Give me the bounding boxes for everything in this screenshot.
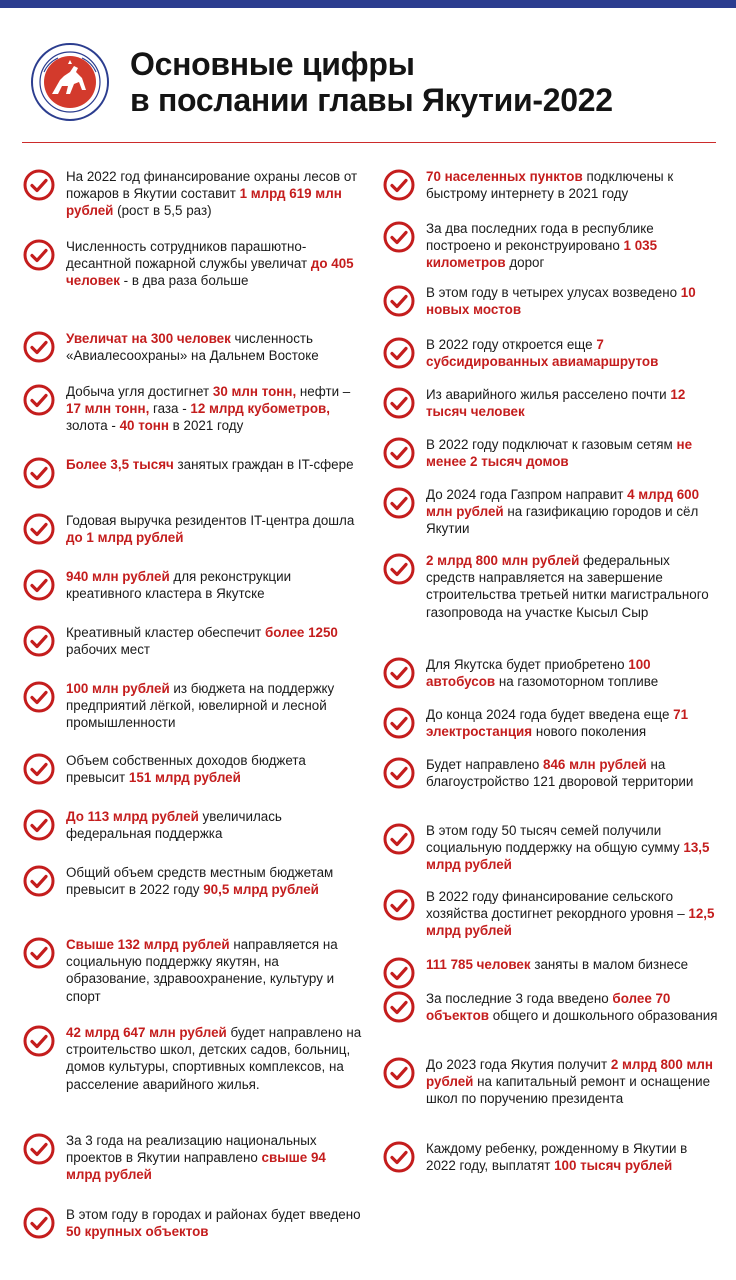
list-item-text <box>66 168 362 220</box>
text-fragment: Будет направлено <box>426 757 544 772</box>
text-fragment: Добыча угля достигнет <box>66 384 213 399</box>
highlight-figure: до 405 человек <box>66 256 354 289</box>
check-circle-icon <box>22 330 56 364</box>
list-item <box>22 568 362 602</box>
divider-line <box>22 142 716 143</box>
list-item-text <box>426 336 720 370</box>
highlight-figure: 50 крупных объектов <box>66 1224 209 1240</box>
highlight-figure: Более 3,5 тысяч <box>66 457 174 472</box>
list-item-text <box>426 386 720 420</box>
highlight-figure: 70 населенных пунктов <box>426 169 583 184</box>
text-fragment: заняты в малом бизнесе <box>530 957 689 972</box>
highlight-figure: 100 тысяч рублей <box>554 1158 673 1174</box>
text-fragment: До 2024 года Газпром направит <box>426 487 628 502</box>
check-circle-icon <box>22 512 56 546</box>
text-fragment: В этом году в четырех улусах возведено <box>426 285 681 300</box>
highlight-figure: 10 новых мостов <box>426 285 696 318</box>
list-item-text <box>66 936 362 1005</box>
check-circle-icon <box>22 168 56 202</box>
text-fragment: В 2022 году откроется еще <box>426 337 597 352</box>
list-item <box>22 808 362 842</box>
list-item-text <box>66 752 362 786</box>
text-fragment: Объем собственных доходов бюджета превысит <box>66 753 306 786</box>
highlight-figure: 17 млн тонн, <box>66 401 150 417</box>
text-fragment: для реконструкции креативного кластера в Якутске <box>66 569 292 602</box>
list-item-text <box>66 864 362 898</box>
check-circle-icon <box>382 956 416 990</box>
list-item-text <box>426 706 720 740</box>
list-item-text <box>426 888 720 940</box>
highlight-figure: 30 млн тонн, <box>212 384 297 399</box>
header <box>30 42 720 122</box>
list-item <box>382 552 720 621</box>
list-item-text <box>66 808 362 842</box>
list-item <box>22 1206 362 1240</box>
list-item-text <box>426 756 720 790</box>
highlight-figure: 12 тысяч человек <box>426 387 686 420</box>
list-item <box>382 168 720 202</box>
title-line-1: Основные цифры <box>130 46 415 82</box>
text-fragment: занятых граждан в IT-сфере <box>173 457 354 472</box>
text-fragment: За последние 3 года введено <box>426 991 613 1006</box>
text-fragment: численность «Авиалесоохраны» на Дальнем Востоке <box>66 331 319 364</box>
text-fragment: будет направлено на строительство школ, детских садов, больниц, домов культуры, спортивных комплексов, на расселение аварийного жилья. <box>66 1025 362 1092</box>
check-circle-icon <box>22 936 56 970</box>
list-item <box>382 956 720 990</box>
list-item <box>382 706 720 740</box>
highlight-figure: 2 млрд 800 млн рублей <box>426 1057 714 1090</box>
text-fragment: Общий объем средств местным бюджетам превысит в 2022 году <box>66 865 334 898</box>
text-fragment: на капитальный ремонт и оснащение школ по поручению президента <box>426 1074 711 1107</box>
text-fragment: подключены к быстрому интернету в 2021 году <box>426 169 674 202</box>
check-circle-icon <box>382 336 416 370</box>
text-fragment: Для Якутска будет приобретено <box>426 657 629 672</box>
highlight-figure: 12,5 млрд рублей <box>426 906 715 939</box>
top-accent-bar <box>0 0 736 8</box>
text-fragment: В этом году в городах и районах будет введено <box>66 1207 361 1222</box>
highlight-figure: 71 электростанция <box>426 707 689 740</box>
list-item <box>22 330 362 364</box>
highlight-figure: 111 785 человек <box>426 957 531 972</box>
list-item-text <box>426 552 720 621</box>
highlight-figure: 42 млрд 647 млн рублей <box>66 1025 227 1040</box>
text-fragment: в 2021 году <box>168 418 244 434</box>
page-title <box>130 46 613 118</box>
list-item-text <box>66 512 362 546</box>
highlight-figure: 940 млн рублей <box>66 569 170 584</box>
list-item-text <box>66 456 362 473</box>
check-circle-icon <box>22 624 56 658</box>
highlight-figure: 1 035 километров <box>426 238 658 271</box>
highlight-figure: До 113 млрд рублей <box>66 809 199 824</box>
list-item <box>22 864 362 898</box>
check-circle-icon <box>22 752 56 786</box>
list-item <box>382 888 720 940</box>
list-item-text <box>66 1132 362 1184</box>
check-circle-icon <box>22 680 56 714</box>
text-fragment: За два последних года в республике построено и реконструировано <box>426 221 654 254</box>
list-item-text <box>66 383 362 435</box>
text-fragment: В 2022 году подключат к газовым сетям <box>426 437 677 452</box>
check-circle-icon <box>22 864 56 898</box>
text-fragment: на газификацию городов и сёл Якутии <box>426 504 699 537</box>
list-item <box>22 1024 362 1093</box>
list-item <box>22 512 362 546</box>
text-fragment: нового поколения <box>532 724 647 740</box>
text-fragment: До 2023 года Якутия получит <box>426 1057 611 1072</box>
list-item <box>382 486 720 538</box>
highlight-figure: 1 млрд 619 млн рублей <box>66 186 342 219</box>
check-circle-icon <box>382 1140 416 1174</box>
text-fragment: (рост в 5,5 раз) <box>113 203 212 219</box>
check-circle-icon <box>22 1024 56 1058</box>
list-item <box>382 656 720 690</box>
highlight-figure: 151 млрд рублей <box>128 770 241 786</box>
text-fragment: газа - <box>149 401 191 417</box>
text-fragment: За 3 года на реализацию национальных проектов в Якутии направлено <box>66 1133 317 1166</box>
check-circle-icon <box>382 888 416 922</box>
list-item <box>22 456 362 490</box>
list-item <box>22 752 362 786</box>
list-item-text <box>426 822 720 874</box>
list-item-text <box>66 568 362 602</box>
text-fragment: общего и дошкольного образования <box>488 1008 718 1024</box>
list-item <box>382 220 720 272</box>
text-fragment: федеральных средств направляется на завершение строительства третьей нитки магистрального газопровода на участке Кысыл Сыр <box>426 553 709 620</box>
list-item-text <box>426 220 720 272</box>
list-item-text <box>426 1056 720 1108</box>
check-circle-icon <box>22 808 56 842</box>
list-item <box>22 624 362 658</box>
list-item <box>22 680 362 732</box>
text-fragment: Из аварийного жилья расселено почти <box>426 387 671 402</box>
check-circle-icon <box>382 706 416 740</box>
list-item-text <box>66 1206 362 1240</box>
list-item <box>22 168 362 220</box>
list-item-text <box>426 436 720 470</box>
list-item-text <box>66 1024 362 1093</box>
list-item-text <box>426 486 720 538</box>
text-fragment: Численность сотрудников парашютно-десантной пожарной службы увеличат <box>66 239 311 272</box>
highlight-figure: 40 тонн <box>119 418 169 434</box>
list-item <box>382 386 720 420</box>
highlight-figure: не менее 2 тысяч домов <box>426 437 693 470</box>
text-fragment: Креативный кластер обеспечит <box>66 625 266 640</box>
highlight-figure: Увеличат на 300 человек <box>66 331 231 346</box>
list-item-text <box>66 238 362 290</box>
highlight-figure: более 1250 <box>265 625 338 640</box>
text-fragment: Каждому ребенку, рожденному в Якутии в 2022 году, выплатят <box>426 1141 688 1174</box>
list-item <box>22 383 362 435</box>
list-item-text <box>426 990 720 1024</box>
list-item <box>382 1056 720 1108</box>
highlight-figure: 12 млрд кубометров, <box>190 401 330 417</box>
list-item-text <box>426 284 720 318</box>
title-line-2: в послании главы Якутии-2022 <box>130 82 613 118</box>
text-fragment: на благоустройство 121 дворовой территории <box>426 757 694 790</box>
check-circle-icon <box>382 756 416 790</box>
highlight-figure: 90,5 млрд рублей <box>203 882 319 898</box>
check-circle-icon <box>382 436 416 470</box>
check-circle-icon <box>22 1132 56 1166</box>
highlight-figure: 2 млрд 800 млн рублей <box>426 553 580 568</box>
list-item <box>382 336 720 370</box>
highlight-figure: 4 млрд 600 млн рублей <box>426 487 700 520</box>
highlight-figure: свыше 94 млрд рублей <box>66 1150 326 1183</box>
check-circle-icon <box>382 486 416 520</box>
check-circle-icon <box>382 168 416 202</box>
list-item <box>382 822 720 874</box>
check-circle-icon <box>382 552 416 586</box>
check-circle-icon <box>382 1056 416 1090</box>
list-item <box>382 990 720 1024</box>
text-fragment: В этом году 50 тысяч семей получили социальную поддержку на общую сумму <box>426 823 684 856</box>
text-fragment: дорог <box>505 255 545 271</box>
check-circle-icon <box>22 383 56 417</box>
list-item <box>382 284 720 318</box>
text-fragment: - в два раза больше <box>119 273 249 289</box>
check-circle-icon <box>22 456 56 490</box>
list-item <box>382 756 720 790</box>
list-item <box>22 238 362 290</box>
list-item-text <box>426 1140 720 1174</box>
list-item <box>382 1140 720 1174</box>
check-circle-icon <box>22 238 56 272</box>
check-circle-icon <box>382 284 416 318</box>
list-item-text <box>426 656 720 690</box>
list-item <box>382 436 720 470</box>
text-fragment: нефти – <box>296 384 351 399</box>
text-fragment: рабочих мест <box>66 642 151 658</box>
list-item <box>22 936 362 1005</box>
list-item-text <box>66 624 362 658</box>
check-circle-icon <box>382 386 416 420</box>
list-item <box>22 1132 362 1184</box>
check-circle-icon <box>382 822 416 856</box>
text-fragment: На 2022 год финансирование охраны лесов от пожаров в Якутии составит <box>66 169 358 202</box>
check-circle-icon <box>22 568 56 602</box>
text-fragment: из бюджета на поддержку предприятий лёгкой, ювелирной и лесной промышленности <box>66 681 335 731</box>
highlight-figure: более 70 объектов <box>426 991 671 1024</box>
list-item-text <box>426 168 720 202</box>
list-item-text <box>426 956 720 973</box>
text-fragment: на газомоторном топливе <box>495 674 659 690</box>
text-fragment: увеличилась федеральная поддержка <box>66 809 282 842</box>
check-circle-icon <box>382 656 416 690</box>
text-fragment: направляется на социальную поддержку якутян, на образование, здравоохранение, культуру и спорт <box>66 937 338 1004</box>
highlight-figure: до 1 млрд рублей <box>66 530 184 546</box>
highlight-figure: 7 субсидированных авиамаршрутов <box>426 337 659 370</box>
highlight-figure: Свыше 132 млрд рублей <box>66 937 230 952</box>
list-item-text <box>66 680 362 732</box>
yakutia-coat-of-arms-icon <box>30 42 110 122</box>
highlight-figure: 13,5 млрд рублей <box>426 840 710 873</box>
text-fragment: До конца 2024 года будет введена еще <box>426 707 674 722</box>
list-item-text <box>66 330 362 364</box>
check-circle-icon <box>382 220 416 254</box>
highlight-figure: 100 млн рублей <box>66 681 170 696</box>
highlight-figure: 100 автобусов <box>426 657 651 690</box>
text-fragment: Годовая выручка резидентов IT-центра дошла <box>66 513 355 528</box>
check-circle-icon <box>382 990 416 1024</box>
text-fragment: В 2022 году финансирование сельского хозяйства достигнет рекордного уровня – <box>426 889 689 922</box>
highlight-figure: 846 млн рублей <box>543 757 647 772</box>
text-fragment: золота - <box>66 418 120 434</box>
check-circle-icon <box>22 1206 56 1240</box>
